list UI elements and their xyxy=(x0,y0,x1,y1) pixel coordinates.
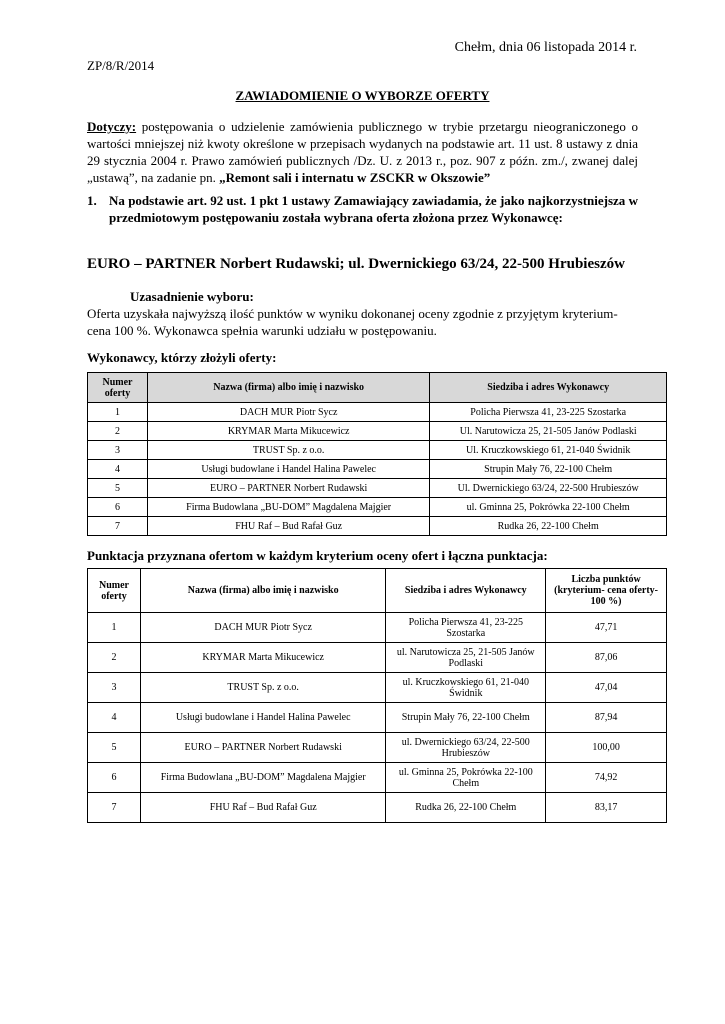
cell-nr: 1 xyxy=(88,613,141,643)
cell-nr: 6 xyxy=(88,498,148,517)
cell-nr: 7 xyxy=(88,793,141,823)
point-1 xyxy=(87,192,638,226)
cell-address: ul. Dwernickiego 63/24, 22-500 Hrubieszów xyxy=(386,733,546,763)
table-row xyxy=(88,613,667,643)
column-header: Siedziba i adres Wykonawcy xyxy=(430,373,667,403)
cell-nr: 4 xyxy=(88,460,148,479)
cell-points: 47,71 xyxy=(546,613,667,643)
table-header-row xyxy=(88,569,667,613)
cell-name: TRUST Sp. z o.o. xyxy=(140,673,385,703)
table-row xyxy=(88,441,667,460)
cell-points: 87,94 xyxy=(546,703,667,733)
cell-name: Usługi budowlane i Handel Halina Pawelec xyxy=(147,460,429,479)
reference-number: ZP/8/R/2014 xyxy=(87,58,155,73)
cell-nr: 3 xyxy=(88,441,148,460)
cell-points: 100,00 xyxy=(546,733,667,763)
column-header: Siedziba i adres Wykonawcy xyxy=(386,569,546,613)
cell-address: ul. Gminna 25, Pokrówka 22-100 Chełm xyxy=(430,498,667,517)
table-header-row xyxy=(88,373,667,403)
point-1-number: 1. xyxy=(87,193,97,208)
cell-name: Firma Budowlana „BU-DOM” Magdalena Majgier xyxy=(147,498,429,517)
dotyczy-text: postępowania o udzielenie zamówienia publicznego w trybie przetargu nieograniczonego o wartości mniejszej niż kwoty określone w przepisach wydanych na podstawie art. 11 ust. 8 ustawy z dnia 29 stycznia 2004 r. Prawo zamówień publicznych /Dz. U. z 2013 r., poz. 907 z późn. zm./, zwanej dalej „ustawą”, na zadanie pn. xyxy=(87,119,638,185)
cell-nr: 2 xyxy=(88,422,148,441)
date-line: Chełm, dnia 06 listopada 2014 r. xyxy=(454,40,637,55)
table-row xyxy=(88,763,667,793)
cell-name: DACH MUR Piotr Sycz xyxy=(147,403,429,422)
cell-name: KRYMAR Marta Mikucewicz xyxy=(140,643,385,673)
cell-address: ul. Gminna 25, Pokrówka 22-100 Chełm xyxy=(386,763,546,793)
cell-nr: 4 xyxy=(88,703,141,733)
cell-name: DACH MUR Piotr Sycz xyxy=(140,613,385,643)
cell-address: Strupin Mały 76, 22-100 Chełm xyxy=(430,460,667,479)
cell-name: EURO – PARTNER Norbert Rudawski xyxy=(140,733,385,763)
table-row xyxy=(88,793,667,823)
cell-name: FHU Raf – Bud Rafał Guz xyxy=(140,793,385,823)
cell-address: Ul. Narutowicza 25, 21-505 Janów Podlaski xyxy=(430,422,667,441)
task-name: „Remont sali i internatu w ZSCKR w Okszowie” xyxy=(219,170,491,185)
uzasadnienie-heading: Uzasadnienie wyboru: xyxy=(130,289,254,304)
table-row xyxy=(88,703,667,733)
cell-name: KRYMAR Marta Mikucewicz xyxy=(147,422,429,441)
cell-address: Ul. Kruczkowskiego 61, 21-040 Świdnik xyxy=(430,441,667,460)
table-row xyxy=(88,673,667,703)
cell-nr: 6 xyxy=(88,763,141,793)
table2-heading: Punktacja przyznana ofertom w każdym kryterium oceny ofert i łączna punktacja: xyxy=(87,548,548,563)
cell-name: TRUST Sp. z o.o. xyxy=(147,441,429,460)
cell-address: Policha Pierwsza 41, 23-225 Szostarka xyxy=(386,613,546,643)
cell-nr: 1 xyxy=(88,403,148,422)
column-header: Numer oferty xyxy=(88,373,148,403)
cell-address: Rudka 26, 22-100 Chełm xyxy=(430,517,667,536)
dotyczy-paragraph xyxy=(87,118,638,186)
table-row xyxy=(88,403,667,422)
table1-heading: Wykonawcy, którzy złożyli oferty: xyxy=(87,350,277,365)
table-row xyxy=(88,460,667,479)
cell-address: Rudka 26, 22-100 Chełm xyxy=(386,793,546,823)
dotyczy-label: Dotyczy: xyxy=(87,119,137,134)
column-header: Nazwa (firma) albo imię i nazwisko xyxy=(147,373,429,403)
winner-line: EURO – PARTNER Norbert Rudawski; ul. Dwernickiego 63/24, 22-500 Hrubieszów xyxy=(87,256,625,272)
cell-address: Ul. Dwernickiego 63/24, 22-500 Hrubieszów xyxy=(430,479,667,498)
cell-address: ul. Narutowicza 25, 21-505 Janów Podlaski xyxy=(386,643,546,673)
cell-name: Usługi budowlane i Handel Halina Pawelec xyxy=(140,703,385,733)
cell-points: 74,92 xyxy=(546,763,667,793)
cell-nr: 7 xyxy=(88,517,148,536)
column-header: Liczba punktów (kryterium- cena oferty- 100 %) xyxy=(546,569,667,613)
table-row xyxy=(88,733,667,763)
cell-nr: 2 xyxy=(88,643,141,673)
column-header: Nazwa (firma) albo imię i nazwisko xyxy=(140,569,385,613)
cell-nr: 5 xyxy=(88,479,148,498)
table-row xyxy=(88,498,667,517)
scores-table xyxy=(87,568,667,823)
cell-address: ul. Kruczkowskiego 61, 21-040 Świdnik xyxy=(386,673,546,703)
cell-points: 83,17 xyxy=(546,793,667,823)
cell-points: 47,04 xyxy=(546,673,667,703)
column-header: Numer oferty xyxy=(88,569,141,613)
table-row xyxy=(88,422,667,441)
point-1-text: Na podstawie art. 92 ust. 1 pkt 1 ustawy Zamawiający zawiadamia, że jako najkorzystniejsza w przedmiotowym postępowaniu została wybrana oferta złożona przez Wykonawcę: xyxy=(109,193,638,225)
cell-points: 87,06 xyxy=(546,643,667,673)
cell-address: Policha Pierwsza 41, 23-225 Szostarka xyxy=(430,403,667,422)
document-title: ZAWIADOMIENIE O WYBORZE OFERTY xyxy=(235,88,490,103)
table-row xyxy=(88,517,667,536)
cell-address: Strupin Mały 76, 22-100 Chełm xyxy=(386,703,546,733)
offers-table xyxy=(87,372,667,536)
table-row xyxy=(88,643,667,673)
cell-nr: 5 xyxy=(88,733,141,763)
table-row xyxy=(88,479,667,498)
cell-nr: 3 xyxy=(88,673,141,703)
cell-name: Firma Budowlana „BU-DOM” Magdalena Majgier xyxy=(140,763,385,793)
cell-name: EURO – PARTNER Norbert Rudawski xyxy=(147,479,429,498)
cell-name: FHU Raf – Bud Rafał Guz xyxy=(147,517,429,536)
uzasadnienie-text: Oferta uzyskała najwyższą ilość punktów w wyniku dokonanej oceny zgodnie z przyjętym kryterium- cena 100 %. Wykonawca spełnia warunki udziału w postępowaniu. xyxy=(87,306,618,338)
